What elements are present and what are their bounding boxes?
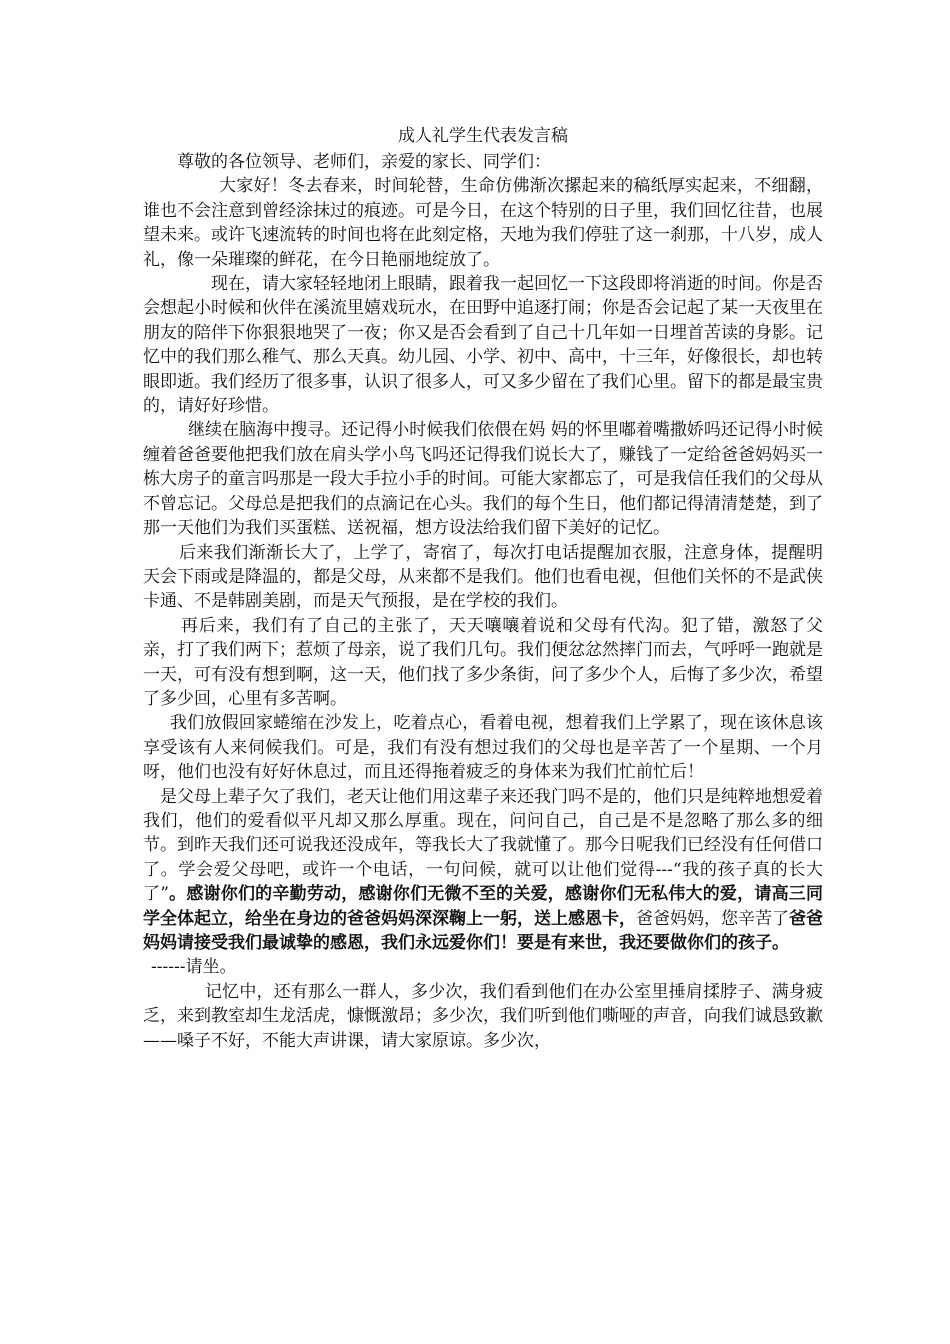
- paragraph-3: 继续在脑海中搜寻。还记得小时候我们依偎在妈 妈的怀里嘟着嘴撒娇吗还记得小时候缠着爸爸要他把我们放在肩头学小鸟飞吗还记得我们说长大了，赚钱了一定给爸爸妈妈买一栋大房子的童言吗那是一段大手拉小手的时间。可能大家都忘了，可是我信任我们的父母从不曾忘记。父母总是把我们的点滴记在心头。我们的每个生日，他们都记得清清楚楚，到了那一天他们为我们买蛋糕、送祝福，想方设法给我们留下美好的记忆。: [143, 420, 823, 539]
- paragraph-5: 再后来，我们有了自己的主张了，天天嚷嚷着说和父母有代沟。犯了错，激怒了父亲，打了我们两下；惹烦了母亲，说了我们几句。我们便忿忿然摔门而去，气呼呼一跑就是一天，可有没有想到啊，这一天，他们找了多少条街，问了多少个人，后悔了多少次，希望了多少回，心里有多苦啊。: [143, 615, 823, 709]
- document-title: 成人礼学生代表发言稿: [398, 126, 568, 146]
- paragraph-9: 记忆中，还有那么一群人，多少次，我们看到他们在办公室里捶肩揉脖子、满身疲乏，来到教室却生龙活虎，慷慨激昂；多少次，我们听到他们嘶哑的声音，向我们诚恳致歉——嗓子不好，不能大声讲课，请大家原谅。多少次，: [143, 981, 823, 1051]
- paragraph-4: 后来我们渐渐长大了，上学了，寄宿了，每次打电话提醒加衣服，注意身体，提醒明天会下雨或是降温的，都是父母，从来都不是我们。他们也看电视，但他们关怀的不是武侠卡通、不是韩剧美剧，而是天气预报，是在学校的我们。: [143, 542, 823, 612]
- salutation: 尊敬的各位领导、老师们，亲爱的家长、同学们：: [177, 152, 551, 172]
- paragraph-7-text-2: 爸爸妈妈，您辛苦了: [636, 908, 789, 929]
- paragraph-2: 现在，请大家轻轻地闭上眼睛，跟着我一起回忆一下这段即将消逝的时间。你是否会想起小时候和伙伴在溪流里嬉戏玩水，在田野中追逐打闹；你是否会记起了某一天夜里在朋友的陪伴下你狠狠地哭了一夜；你又是否会看到了自己十几年如一日埋首苦读的身影。记忆中的我们那么稚气、那么天真。幼儿园、小学、初中、高中，十三年，好像很长，却也转眼即逝。我们经历了很多事，认识了很多人，可又多少留在了我们心里。留下的都是最宝贵的，请好好珍惜。: [143, 274, 823, 417]
- document-page: [143, 124, 823, 1053]
- paragraph-7: [143, 785, 823, 956]
- paragraph-8: ------请坐。: [151, 957, 237, 978]
- paragraph-6: 我们放假回家蜷缩在沙发上，吃着点心，看着电视，想着我们上学累了，现在该休息该享受该有人来伺候我们。可是，我们有没有想过我们的父母也是辛苦了一个星期、一个月呀，他们也没有好好休息过，而且还得拖着疲乏的身体来为我们忙前忙后！: [143, 713, 823, 783]
- paragraph-7-text: 是父母上辈子欠了我们，老天让他们用这辈子来还我门吗不是的，他们只是纯粹地想爱着我们，他们的爱看似平凡却又那么厚重。现在，问问自己，自己是不是忽略了那么多的细节。到昨天我们还可说我还没成年，等我长大了我就懂了。那今日呢我们已经没有任何借口了。学会爱父母吧，或许一个电话，一句问候，就可以让他们觉得---“我的孩子真的长大了”: [143, 786, 823, 905]
- paragraph-1: 大家好！冬去春来，时间轮替，生命仿佛渐次摞起来的稿纸厚实起来，不细翻，谁也不会注意到曾经涂抹过的痕迹。可是今日，在这个特别的日子里，我们回忆往昔，也展望未来。或许飞速流转的时间也将在此刻定格，天地为我们停驻了这一刹那，十八岁，成人礼，像一朵璀璨的鲜花，在今日艳丽地绽放了。: [143, 176, 823, 270]
- paragraph-7-bold-closing: 爸爸妈妈请接受我们最诚挚的感恩，我们永远爱你们！要是有来世，我还要做你们的孩子。: [143, 908, 823, 953]
- paragraph-7-bold-thanks: 。感谢你们的辛勤劳动，感谢你们无微不至的关爱，感谢你们无私伟大的爱，请高三同学全体起立，给坐在身边的爸爸妈妈深深鞠上一躬，送上感恩卡，: [143, 884, 823, 929]
